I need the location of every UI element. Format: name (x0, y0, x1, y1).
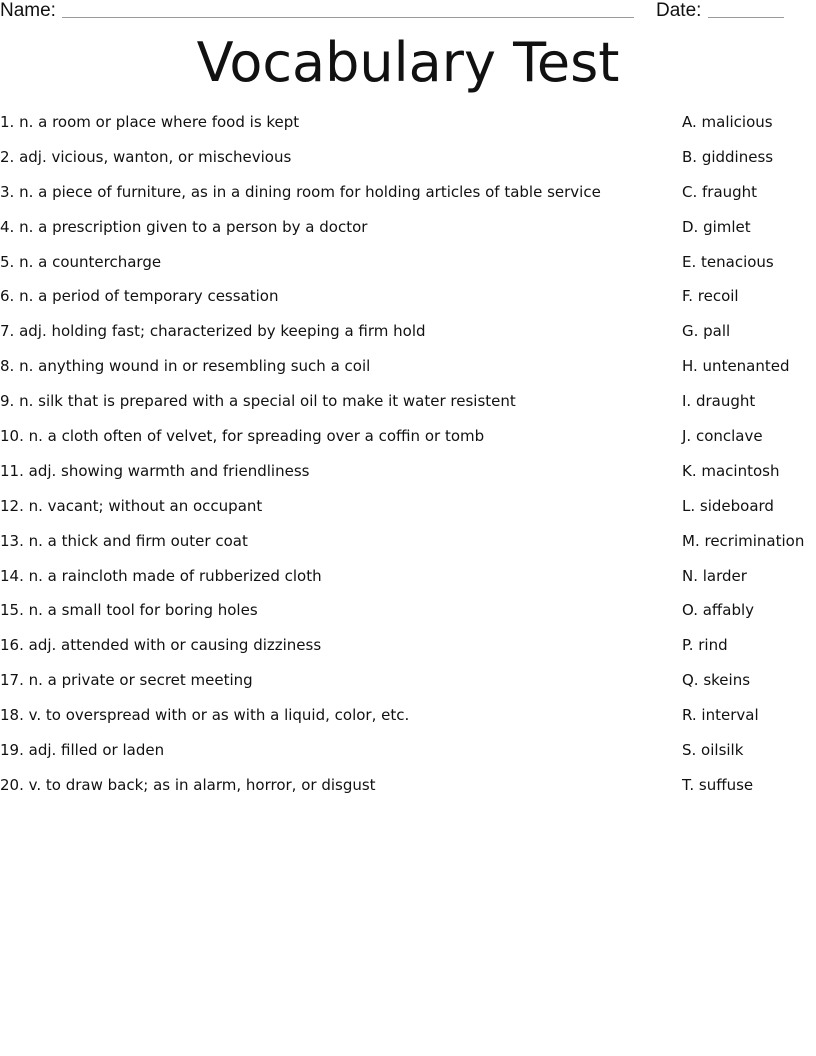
answer-choice: I. draught (682, 392, 756, 411)
answer-choice: R. interval (682, 706, 759, 725)
name-label: Name: (0, 0, 56, 21)
name-blank-line[interactable] (62, 17, 634, 18)
answer-choice: O. affably (682, 601, 755, 620)
answer-choice: Q. skeins (682, 671, 751, 690)
answer-choice: A. malicious (682, 113, 773, 131)
answer-choice: N. larder (682, 566, 747, 585)
clue-item: 17. n. a private or secret meeting (0, 671, 253, 690)
answer-choice: C. fraught (682, 182, 758, 201)
clue-item: 6. n. a period of temporary cessation (0, 287, 279, 306)
answer-choice-list (682, 111, 816, 809)
clue-item: 3. n. a piece of furniture, as in a dining room for holding articles of table service (0, 182, 601, 201)
answer-choice: T. suffuse (682, 775, 754, 794)
clue-item: 19. adj. filled or laden (0, 741, 165, 760)
answer-choice: D. gimlet (682, 217, 751, 236)
answer-choice: M. recrimination (682, 531, 805, 550)
answer-choice: L. sideboard (682, 496, 774, 515)
date-blank-line[interactable] (708, 17, 784, 18)
clue-item: 12. n. vacant; without an occupant (0, 496, 263, 515)
date-label: Date: (656, 0, 702, 21)
clue-item: 9. n. silk that is prepared with a special oil to make it water resistent (0, 392, 516, 411)
answer-choice: P. rind (682, 636, 728, 655)
clue-item: 2. adj. vicious, wanton, or mischevious (0, 147, 292, 166)
clue-item: 4. n. a prescription given to a person by a doctor (0, 217, 368, 236)
page-title: Vocabulary Test (196, 31, 620, 94)
clue-item: 18. v. to overspread with or as with a liquid, color, etc. (0, 706, 410, 725)
clue-item: 1. n. a room or place where food is kept (0, 113, 300, 131)
clue-list (0, 111, 660, 809)
answer-choice: B. giddiness (682, 147, 774, 166)
worksheet-header (0, 0, 816, 22)
answer-choice: G. pall (682, 322, 731, 341)
clue-item: 10. n. a cloth often of velvet, for spreading over a coffin or tomb (0, 427, 485, 446)
answer-choice: E. tenacious (682, 252, 774, 271)
answer-choice: F. recoil (682, 287, 739, 306)
clue-item: 20. v. to draw back; as in alarm, horror, or disgust (0, 775, 376, 794)
clue-item: 11. adj. showing warmth and friendliness (0, 461, 310, 480)
clue-item: 7. adj. holding fast; characterized by keeping a firm hold (0, 322, 426, 341)
clue-item: 13. n. a thick and firm outer coat (0, 531, 248, 550)
answer-choice: S. oilsilk (682, 741, 744, 760)
clue-item: 15. n. a small tool for boring holes (0, 601, 258, 620)
answer-choice: H. untenanted (682, 357, 790, 376)
answer-choice: J. conclave (682, 427, 763, 446)
clue-item: 8. n. anything wound in or resembling such a coil (0, 357, 371, 376)
answer-choice: K. macintosh (682, 461, 780, 480)
clue-item: 16. adj. attended with or causing dizziness (0, 636, 322, 655)
clue-item: 5. n. a countercharge (0, 252, 162, 271)
clue-item: 14. n. a raincloth made of rubberized cloth (0, 566, 322, 585)
